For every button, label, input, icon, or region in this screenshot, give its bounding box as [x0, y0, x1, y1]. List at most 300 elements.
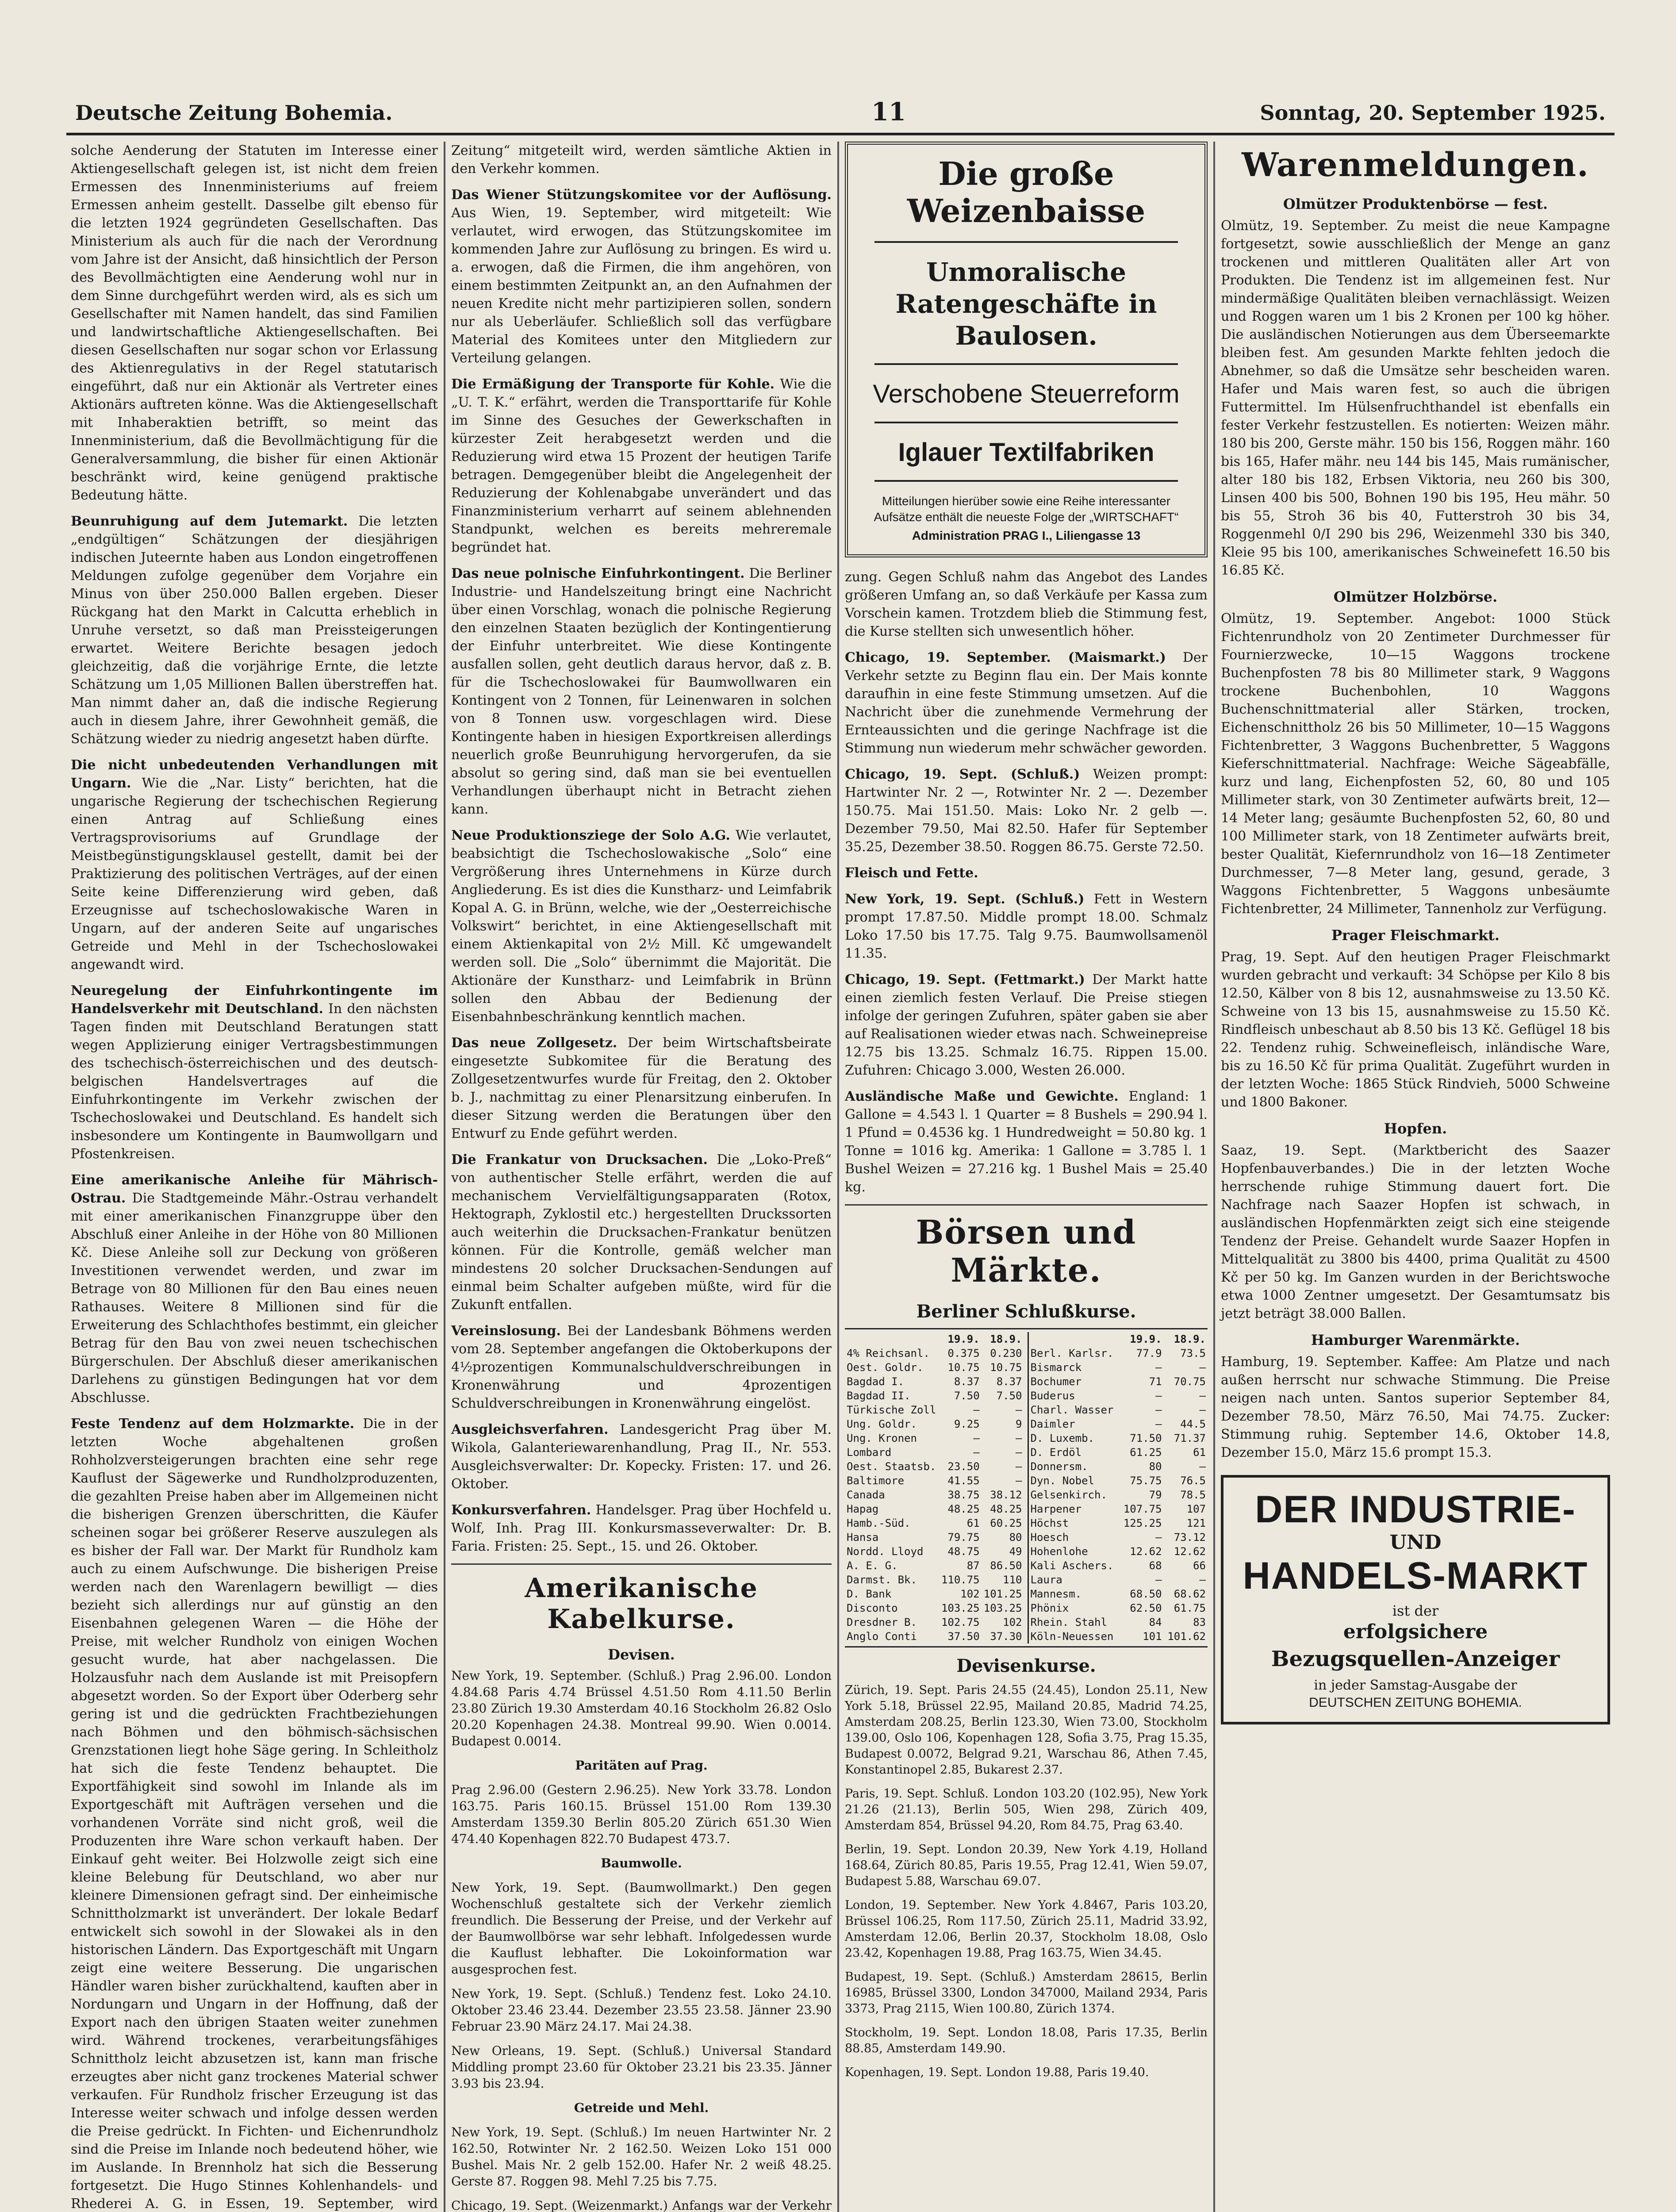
- article-headline: Die Frankatur von Drucksachen.: [451, 1152, 708, 1167]
- article: [845, 971, 1208, 1079]
- table-row: [1029, 1375, 1208, 1389]
- stock-price: —: [1199, 1404, 1206, 1416]
- stock-name: D. Bank: [847, 1588, 892, 1600]
- ad-address: Administration PRAG I., Liliengasse 13: [912, 529, 1141, 542]
- table-row: [845, 1417, 1024, 1431]
- stock-price: 86.50: [990, 1559, 1022, 1572]
- stock-price: 48.25: [990, 1503, 1022, 1515]
- stock-name: Dyn. Nobel: [1030, 1475, 1094, 1487]
- stock-name: Anglo Conti: [847, 1630, 917, 1643]
- table-row: [845, 1346, 1024, 1360]
- article-body: Wie verlautet, beabsichtigt die Tschechoslowakische „Solo“ eine Vergrößerung ihres Unternehmens in Kürze durch Angliederung. Es ist dies die Kunstharz- und Leimfabrik Kopal A. G. in Brünn, welche, wie der „Oesterreichische Volkswirt“ berichtet, in eine Aktiengesellschaft mit einem Aktienkapital von 2½ Mill. Kč umgewandelt werden soll. Die „Solo“ übernimmt die Majorität. Die Aktionäre der Kunstharz- und Leimfabrik in Brünn sollen den Abbau der Bedienung der Eisenbahnbeschränkung kenntlich machen.: [451, 828, 832, 1025]
- table-row: [845, 1389, 1024, 1403]
- stock-price: 121: [1186, 1517, 1206, 1529]
- article-body: Wie die „Nar. Listy“ berichten, hat die ungarische Regierung der tschechischen Regierung einen Antrag auf Schließung eines Vertragsprovisoriums auf Grundlage der Meistbegünstigungsklausel gestellt, damit bei der Praktizierung des politischen Verträges, auf der einen Seite keine Differenzierung wird geben, daß Erzeugnisse auf tschechoslowakische Waren in Ungarn, auf der anderen Seite auf ungarisches Getreide und Mehl in der Tschechoslowakei angewandt wird.: [71, 776, 438, 972]
- stock-price: 0.375: [947, 1347, 980, 1359]
- table-row: [1029, 1417, 1208, 1431]
- table-row: [845, 1431, 1024, 1445]
- stock-name: Charl. Wasser: [1030, 1404, 1114, 1416]
- stock-price: 78.5: [1180, 1489, 1206, 1501]
- stock-name: Nordd. Lloyd: [847, 1545, 924, 1558]
- ad-headline-ratengeschaefte: Unmoralische Ratengeschäfte in Baulosen.: [895, 257, 1157, 351]
- stock-name: Hohenlohe: [1030, 1545, 1088, 1558]
- stock-price: 107.75: [1123, 1503, 1162, 1515]
- article-body: Handelsger. Prag über Hochfeld u. Wolf, Inh. Prag III. Konkursmasseverwalter: Dr. B. Faria. Fristen: 25. Sept., 15. und 26. Oktober.: [451, 1502, 832, 1554]
- stock-price: 103.25: [941, 1602, 980, 1614]
- article-headline: Das neue Zollgesetz.: [451, 1035, 617, 1051]
- stock-price: 110: [1003, 1574, 1022, 1586]
- article: [451, 826, 832, 1026]
- article: [845, 765, 1208, 856]
- stock-price: 12.62: [1174, 1545, 1206, 1558]
- table-row: [845, 1403, 1024, 1417]
- divider: [451, 1563, 832, 1565]
- market-section-title: Hamburger Warenmärkte.: [1311, 1332, 1520, 1348]
- article-body: Der Verkehr setzte zu Beginn flau ein. Der Mais konnte daraufhin in eine feste Stimmung umsetzen. Auf die Nachricht über die zunehmende Vermehrung der Ernteaussichten und die geringe Nachfrage ist die Stimmung nun wiederum mehr schwächer geworden.: [845, 650, 1208, 756]
- article-headline: Beunruhigung auf dem Jutemarkt.: [71, 514, 348, 529]
- column-1: [71, 142, 438, 2212]
- berlin-close-title: Berliner Schlußkurse.: [916, 1301, 1136, 1322]
- stock-name: A. E. G.: [847, 1559, 898, 1572]
- stock-name: Berl. Karlsr.: [1030, 1347, 1114, 1359]
- stock-price: 101.25: [983, 1588, 1022, 1600]
- stock-price: 38.12: [990, 1489, 1022, 1501]
- stock-name: Buderus: [1030, 1390, 1075, 1402]
- berlin-close-table: [845, 1328, 1208, 1647]
- table-row: [845, 1601, 1024, 1615]
- cable-rate-block: New York, 19. Sept. (Schluß.) Im neuen Hartwinter Nr. 2 162.50, Rotwinter Nr. 2 162.50. Weizen Loko 151 000 Bushel. Mais Nr. 2 gelb 152.00. Hafer Nr. 2 weiß 48.25. Gerste 87. Roggen 98. Mehl 7.25 bis 7.75.: [451, 2125, 832, 2189]
- stock-price: 83: [1193, 1616, 1206, 1628]
- article: [845, 1087, 1208, 1196]
- article-body: Die in der letzten Woche abgehaltenen großen Rohholzversteigerungen brachten eine sehr rege Kauflust der Sägewerke und Rundholzproduzenten, die gezahlten Preise haben aber im Allgemeinen nicht die bisherigen Grenzen überschritten, die Käufer scheinen sogar bei größerer Reserve auszulegen als es bisher der Fall war. Der Markt für Rundholz kam auch zu einem Aufschwunge. Die bisherigen Preise werden nach den Warenlagern bewilligt — dies bezieht sich allerdings nur auf günstig an den Eisenbahnen gelegenen Waren — die Höhe der Preise, mit welcher Rundholz von einigen Wochen gesucht wurde, hat aber nachgelassen. Die Holzausfuhr nach dem Auslande ist mit Preisopfern abgesetzt worden. So der Export über Oderberg sehr gering ist und die gedrückten Frachtbeziehungen nach Böhmen und den böhmisch-sächsischen Grenzstationen liegt hohe Säge gering. In Schleitholz hat sich die feste Tendenz behauptet. Die Exportfähigkeit sind sowohl im Inlande als im Exportgeschäft mit Aufträgen versehen und die vorhandenen Vorräte sind nicht groß, weil die Produzenten ihre Ware schon verkauft haben. Der Einkauf geht weiter. Bei Holzwolle zeigt sich eine kleine Belebung für Deutschland, wo aber nur kleinere Dimensionen gefragt sind. Der einheimische Schnittholzmarkt ist unverändert. Der lokale Bedarf entwickelt sich sowohl in der Slowakei als in den historischen Ländern. Das Exportgeschäft mit Ungarn zeigt eine weitere Besserung. Die ungarischen Händler waren bisher zurückhaltend, kauften aber in Nordungarn und Ungarn in der Hoffnung, daß der Export nach den übrigen Staaten weiter zunehmen wird. Während trockenes, verarbeitungsfähiges Schnittholz leicht abzusetzen ist, kann man frische erzeugtes aber nicht ganz trockenes Material schwer verkaufen. Für Rundholz frischer Erzeugung ist das Interesse weiter schwach und infolge dessen werden die Preise gedrückt. In Fichten- und Eichenrundholz sind die Preise im Inlande noch bedeutend höher, wie im Auslande. In Brennholz hat sich die Besserung fortgesetzt. Die Hugo Stinnes Kohlenhandels- und Rhederei A. G. in Essen, 19. September, wird: [71, 1416, 438, 2212]
- stock-price: 110.75: [941, 1574, 980, 1586]
- article-body: In den nächsten Tagen finden mit Deutschland Beratungen statt wegen Applizierung einiger Vertragsbestimmungen des tschechisch-österreichischen und des deutsch-belgischen Handelsvertrages auf die Einfuhrkontingente im Verkehr zwischen der Tschechoslowakei und Deutschland. Es handelt sich insbesondere um Kontingente in Baumwollgarn und Pfostenkreisen.: [71, 1001, 438, 1162]
- article-body: Landesgericht Prag über M. Wikola, Galanteriewarenhandlung, Prag II., Nr. 553. Ausgleichsverwalter: Dr. Kopecky. Fristen: 17. und 26. Oktober.: [451, 1422, 832, 1492]
- article: [845, 568, 1208, 641]
- exchange-rate-block: Zürich, 19. Sept. Paris 24.55 (24.45), London 25.11, New York 5.18, Brüssel 22.95, Mailand 20.85, Madrid 74.25, Amsterdam 208.25, Berlin 123.30, Wien 73.00, Stockholm 139.00, Oslo 106, Kopenhagen 128, Sofia 3.75, Prag 15.35, Budapest 0.0072, Belgrad 9.21, Warschau 86, Athen 7.45, Konstantinopel 2.85, Bukarest 2.37.: [845, 1683, 1208, 1777]
- stock-name: Kali Aschers.: [1030, 1559, 1114, 1572]
- table-row: [845, 1615, 1024, 1629]
- stock-name: Bochumer: [1030, 1375, 1082, 1388]
- stock-price: 61: [966, 1517, 980, 1529]
- article-body: Die „Loko-Preß“ von authentischer Stelle erfährt, werden die auf mechanischem Vervielfältigungsapparaten (Rotox, Hektograph, Zyklostil etc.) hergestellten Druckssorten auch weiterhin die Drucksachen-Frankatur benützen können. Für die Kontrolle, gemäß welcher man mindestens 20 solcher Drucksachen-Sendungen auf einmal beim Schalter aufgeben müßte, wird für die Zukunft entfallen.: [451, 1152, 832, 1313]
- table-row: [845, 1559, 1024, 1573]
- stock-price: 125.25: [1123, 1517, 1162, 1529]
- market-report: Prag, 19. Sept. Auf den heutigen Prager Fleischmarkt wurden gebracht und verkauft: 34 Schöpse per Kilo 8 bis 12.50, Kälber von 8 bis 12, ausnahmsweise zu 13.50 Kč. Schweine von 13 bis 15, ausnahmsweise zu 15.50 Kč. Rindfleisch unbeschaut ab 8.50 bis 13 Kč. Geflügel 18 bis 22. Tendenz ruhig. Schweinefleisch, inländische Ware, bis zu 16.50 Kč für prima Qualität. Zugeführt wurden in der letzten Woche: 1865 Stück Rindvieh, 5000 Schweine und 1800 Bakoner.: [1221, 949, 1610, 1110]
- ad-line-erfolgsichere: erfolgsichere: [1343, 1621, 1488, 1643]
- table-row: [1029, 1559, 1208, 1573]
- industrie-handelsmarkt-advertisement: [1221, 1475, 1610, 1724]
- stock-name: D. Luxemb.: [1030, 1432, 1094, 1444]
- stock-price: 7.50: [996, 1390, 1022, 1402]
- table-row: [845, 1573, 1024, 1587]
- market-report: Olmütz, 19. September. Zu meist die neue Kampagne fortgesetzt, sowie ausschließlich der Menge an ganz trockenen und mittleren Qualitäten aller Art von Produkten. Die Tendenz ist im allgemeinen fest. Nur mindermäßige Qualitäten bleiben vernachlässigt. Weizen und Roggen waren um 1 bis 2 Kronen per 100 kg höher. Die ausländischen Notierungen aus dem Überseemarkte bleiben fest. Am gesunden Markte fehlten jedoch die Abnehmer, so daß die Umsätze sehr bescheiden waren. Hafer und Mais waren fest, so auch die übrigen Futtermittel. Im Hülsenfruchthandel ist ebenfalls ein fester Verkehr festzustellen. Es notierten: Weizen mähr. 180 bis 200, Gerste mähr. 150 bis 156, Roggen mähr. 160 bis 165, Hafer mähr. neu 144 bis 145, Mais rumänischer, alter 180 bis 182, Erbsen Viktoria, neu 260 bis 300, Linsen 400 bis 500, Bohnen 190 bis 195, Heu mähr. 50 bis 55, Stroh 36 bis 40, Futterstroh 30 bis 34, Roggenmehl 0/I 290 bis 296, Weizenmehl 330 bis 340, Kleie 95 bis 100, amerikanisches Schweinefett 16.50 bis 16.85 Kč.: [1221, 218, 1610, 578]
- ad-headline-weizenbaisse: Die große Weizenbaisse: [907, 155, 1146, 230]
- column-rule: [1213, 142, 1215, 2212]
- article: [451, 186, 832, 367]
- table-row: [1029, 1530, 1208, 1544]
- stock-price: 37.30: [990, 1630, 1022, 1643]
- stock-price: 9.25: [954, 1418, 980, 1430]
- cable-rate-block: Paritäten auf Prag.: [575, 1758, 708, 1773]
- table-header: [1029, 1332, 1120, 1346]
- table-row: [1029, 1587, 1208, 1601]
- stock-price: —: [1155, 1531, 1162, 1544]
- table-row: [1029, 1502, 1208, 1516]
- article: [845, 890, 1208, 963]
- stock-price: 75.75: [1130, 1475, 1162, 1487]
- market-section-title: Prager Fleischmarkt.: [1331, 927, 1500, 944]
- stock-price: 8.37: [996, 1375, 1022, 1388]
- article-body: England: 1 Gallone = 4.543 l. 1 Quarter = 8 Bushels = 290.94 l. 1 Pfund = 0.4536 kg. 1 Hundredweight = 50.80 kg. 1 Tonne = 1016 kg. Amerika: 1 Gallone = 3.785 l. 1 Bushel Weizen = 27.216 kg. 1 Bushel Mais = 25.40 kg.: [845, 1089, 1208, 1195]
- stock-price: 71.37: [1174, 1432, 1206, 1444]
- table-row: [845, 1375, 1024, 1389]
- article-headline: Die Ermäßigung der Transporte für Kohle.: [451, 376, 775, 392]
- article: [71, 1171, 438, 1407]
- stock-price: —: [1199, 1460, 1206, 1473]
- article-body: Die Berliner Industrie- und Handelszeitung bringt eine Nachricht über einen Vorschlag, wonach die polnische Regierung den einzelnen Staaten bezüglich der Kontingentierung der Einfuhr unterbreitet. Wie diese Kontingente ausfallen sollen, geht deutlich daraus hervor, daß z. B. für die Tschechoslowakei für Baumwollwaren ein Kontingent von 2 Tonnen, für Leinenwaren in solchen von 8 Tonnen usw. vorgeschlagen wird. Diese Kontingente haben in hiesigen Exportkreisen allerdings neuerlich große Beunruhigung hervorgerufen, da sie absolut so gering sind, daß man sie bei eventuellen Verhandlungen überhaupt nicht in Betracht ziehen kann.: [451, 566, 832, 817]
- stock-price: 107: [1186, 1503, 1206, 1515]
- stock-name: Hapag: [847, 1503, 879, 1515]
- stock-name: Rhein. Stahl: [1030, 1616, 1107, 1628]
- article: [451, 142, 832, 178]
- table-row: [1029, 1488, 1208, 1502]
- article: [71, 1415, 438, 2212]
- cable-rates-title: Amerikanische Kabelkurse.: [525, 1573, 758, 1635]
- divider: [874, 241, 1178, 243]
- table-header: [845, 1332, 939, 1346]
- stock-name: Daimler: [1030, 1418, 1075, 1430]
- stock-name: Darmst. Bk.: [847, 1574, 917, 1586]
- table-row: [845, 1544, 1024, 1559]
- article-headline: Eine amerikanische Anleihe für Mährisch-Ostrau.: [71, 1172, 438, 1206]
- exchange-rate-block: London, 19. September. New York 4.8467, Paris 103.20, Brüssel 106.25, Rom 117.50, Zürich 25.11, Madrid 33.92, Amsterdam 12.06, Berlin 20.37, Stockholm 18.08, Oslo 23.42, Kopenhagen 19.88, Prag 163.75, Wien 34.45.: [845, 1898, 1208, 1960]
- article-headline: Chicago, 19. September. (Maismarkt.): [845, 650, 1166, 665]
- paper-name: Deutsche Zeitung Bohemia.: [75, 101, 393, 125]
- stock-price: 48.25: [947, 1503, 980, 1515]
- cable-rates-subtitle: Devisen.: [608, 1646, 675, 1663]
- article: [71, 142, 438, 504]
- market-report: Saaz, 19. Sept. (Marktbericht des Saazer Hopfenbauverbandes.) Die in der letzten Woche herrschende ruhige Stimmung dauert fort. Die Nachfrage nach Saazer Hopfen ist schwach, in ausländischen Hopfenmärkten zeigt sich eine steigende Tendenz der Preise. Gehandelt wurde Saazer Hopfen in Mittelqualität zu 3800 bis 4400, prima Qualität zu 4500 Kč per 50 kg. Im Ganzen wurden in der Berichtswoche etwa 1000 Zentner umgesetzt. Der Gesamtumsatz bis jetzt beträgt 38.000 Ballen.: [1221, 1143, 1610, 1321]
- article-body: Der beim Wirtschaftsbeirate eingesetzte Subkomitee für die Beratung des Zollgesetzentwurfes wurde für Freitag, den 2. Oktober b. J., nachmittag zu einer Plenarsitzung einberufen. In dieser Sitzung werden die Beratungen über den Entwurf zu Ende geführt werden.: [451, 1035, 832, 1141]
- stock-name: Dresdner B.: [847, 1616, 917, 1628]
- stock-price: 79: [1149, 1489, 1162, 1501]
- article-body: Weizen prompt: Hartwinter Nr. 2 —, Rotwinter Nr. 2 —. Dezember 150.75. Mai 151.50. Mais: Loko Nr. 2 gelb —. Dezember 79.50, Mai 82.50. Hafer für September 35.25, Dezember 38.50. Roggen 86.75. Gerste 72.50.: [845, 767, 1208, 855]
- article-headline: Ausländische Maße und Gewichte.: [845, 1089, 1119, 1104]
- article: [451, 1322, 832, 1413]
- table-row: [1029, 1629, 1208, 1644]
- stock-name: Donnersm.: [1030, 1460, 1088, 1473]
- stock-name: Hoesch: [1030, 1531, 1069, 1544]
- stock-name: Köln-Neuessen: [1030, 1630, 1114, 1643]
- stock-price: 0.230: [990, 1347, 1022, 1359]
- stock-price: —: [1199, 1574, 1206, 1586]
- article: [71, 756, 438, 974]
- ad-line-industrie: DER INDUSTRIE-: [1255, 1488, 1576, 1531]
- table-row: [845, 1587, 1024, 1601]
- article: [451, 375, 832, 557]
- column-rule: [837, 142, 839, 2212]
- table-row: [845, 1516, 1024, 1530]
- cable-rate-block: Prag 2.96.00 (Gestern 2.96.25). New York 33.78. London 163.75. Paris 160.15. Brüssel 151.00 Rom 139.30 Amsterdam 1359.30 Berlin 805.20 Zürich 651.30 Wien 474.40 Kopenhagen 822.70 Budapest 473.7.: [451, 1782, 832, 1846]
- stock-price: —: [973, 1404, 980, 1416]
- stock-name: Gelsenkirch.: [1030, 1489, 1107, 1501]
- stock-price: 10.75: [947, 1361, 980, 1374]
- table-row: [1029, 1346, 1208, 1360]
- stock-price: 102: [1003, 1616, 1022, 1628]
- stock-price: 102.75: [941, 1616, 980, 1628]
- divider: [874, 480, 1178, 482]
- cable-rate-block: Getreide und Mehl.: [574, 2101, 709, 2115]
- market-section-title: Hopfen.: [1384, 1120, 1447, 1137]
- table-row: [845, 1502, 1024, 1516]
- divider: [874, 422, 1178, 423]
- stock-price: 101.62: [1167, 1630, 1206, 1643]
- article: [451, 1034, 832, 1143]
- article-headline: Vereinslosung.: [451, 1323, 561, 1339]
- stock-price: 71: [1149, 1375, 1162, 1388]
- stock-price: —: [1155, 1390, 1162, 1402]
- table-row: [1029, 1445, 1208, 1459]
- stock-name: Bismarck: [1030, 1361, 1082, 1374]
- stock-price: 102: [960, 1588, 980, 1600]
- stock-price: 77.9: [1136, 1347, 1162, 1359]
- article-body: Die letzten „endgültigen“ Schätzungen der diesjährigen indischen Juteernte haben aus London eingetroffenen Meldungen zufolge gegenüber dem Vorjahre ein Minus von über 250.000 Ballen ergeben. Dieser Rückgang hat den Markt in Calcutta erheblich in Unruhe versetzt, so daß man Preissteigerungen erwartet. Weitere Berichte besagen jedoch gleichzeitig, daß die vorjährige Ernte, die letzte Schätzung um 1,05 Millionen Ballen überstreffen hat. Man nimmt daher an, daß die indische Regierung auch in diesem Jahre, ihrer Gewohnheit gemäß, die Schätzung wieder zu niedrig angesetzt haben dürfte.: [71, 514, 438, 747]
- market-section-title: Olmützer Produktenbörse — fest.: [1283, 196, 1548, 212]
- stock-price: 80: [1009, 1531, 1022, 1544]
- article-headline: Ausgleichsverfahren.: [451, 1422, 609, 1437]
- stock-name: Ung. Goldr.: [847, 1418, 917, 1430]
- stock-price: 87: [966, 1559, 980, 1572]
- stock-price: 38.75: [947, 1489, 980, 1501]
- article-headline: Konkursverfahren.: [451, 1502, 591, 1518]
- ad-line-anzeiger: Bezugsquellen-Anzeiger: [1271, 1647, 1560, 1671]
- stock-name: Hamb.-Süd.: [847, 1517, 911, 1529]
- ad-line-ist-der: ist der: [1392, 1602, 1439, 1619]
- article: [451, 1501, 832, 1555]
- article-body: solche Aenderung der Statuten im Interesse einer Aktiengesellschaft gelegen ist, ist nicht dem freien Ermessen des Innenministeriums auf freiem Ermessen anheim gestellt. Dasselbe gilt ebenso für die letzten 1924 gegründeten Gesellschaften. Das Ministerium als auch für die nach der Verordnung vom Jahre ist der Ansicht, daß hinsichtlich der Person des Bevollmächtigten eine Aenderung wohl nur in dem Sinne durchgeführt werden wird, als es sich um Gesellschafter mit Namen handelt, das sind Familien und landwirtschaftliche Aktiengesellschaften. Bei diesen Gesellschaften nur sogar schon vor Erlassung des Aktienregulativs in der Regel statutarisch eingeführt, daß nur ein Aktionär als Vertreter eines Aktionärs auftreten könne. Was die Aktiengesellschaft mit Inhaberaktien betrifft, so meint das Innenministerium, daß die Bevollmächtigung für die Generalversammlung, die bisher für einen Aktionär beschränkt wird, keine genügend praktische Bedeutung hätte.: [71, 143, 438, 503]
- table-row: [1029, 1601, 1208, 1615]
- table-row: [1029, 1516, 1208, 1530]
- stock-name: Bagdad I.: [847, 1375, 905, 1388]
- article: [71, 512, 438, 748]
- stock-name: Lombard: [847, 1446, 892, 1459]
- table-row: [1029, 1403, 1208, 1417]
- stock-name: Oest. Goldr.: [847, 1361, 924, 1374]
- stock-price: —: [1016, 1446, 1022, 1459]
- article-headline: Neue Produktionsziege der Solo A.G.: [451, 828, 730, 843]
- stock-price: 80: [1149, 1460, 1162, 1473]
- column-3: [845, 142, 1208, 2089]
- exchange-rate-block: Paris, 19. Sept. Schluß. London 103.20 (102.95), New York 21.26 (21.13), Berlin 505, Wien 298, Zürich 409, Amsterdam 854, Brüssel 94.20, Rom 84.75, Prag 63.40.: [845, 1787, 1208, 1832]
- table-row: [1029, 1389, 1208, 1403]
- article-body: Fett in Western prompt 17.87.50. Middle prompt 18.00. Schmalz Loko 17.50 bis 17.75. Talg 9.75. Baumwollsamenöl 11.35.: [845, 891, 1208, 961]
- article-body: zung. Gegen Schluß nahm das Angebot des Landes größeren Umfang an, so daß Verkäufe per Kassa zum Vorschein kamen. Trotzdem blieb die Stimmung fest, die Kurse stellten sich unwesentlich höher.: [845, 569, 1208, 639]
- table-row: [845, 1488, 1024, 1502]
- article-headline: Das neue polnische Einfuhrkontingent.: [451, 566, 745, 581]
- stock-price: —: [1155, 1404, 1162, 1416]
- stock-name: Baltimore: [847, 1475, 905, 1487]
- article-body: Der Markt hatte einen ziemlich festen Verlauf. Die Preise stiegen infolge der geringen Zufuhren, später gaben sie aber auf Realisationen wieder etwas nach. Schweinepreise 12.75 bis 13.25. Schmalz 16.75. Rippen 15.00. Zufuhren: Chicago 3.000, Westen 26.000.: [845, 972, 1208, 1078]
- stock-name: D. Erdöl: [1030, 1446, 1082, 1459]
- table-row: [1029, 1431, 1208, 1445]
- stock-name: 4% Reichsanl.: [847, 1347, 930, 1359]
- stock-price: 60.25: [990, 1517, 1022, 1529]
- stock-price: —: [1155, 1574, 1162, 1586]
- stock-price: —: [1155, 1418, 1162, 1430]
- table-row: [845, 1459, 1024, 1474]
- article-headline: Fleisch und Fette.: [845, 865, 978, 881]
- ad-line-und: UND: [1389, 1531, 1442, 1554]
- article: [845, 864, 1208, 882]
- stock-price: 76.5: [1180, 1475, 1206, 1487]
- exchange-rate-block: Stockholm, 19. Sept. London 18.08, Paris 17.35, Berlin 88.85, Amsterdam 149.90.: [845, 2026, 1208, 2055]
- stock-price: 66: [1193, 1559, 1206, 1572]
- stock-price: 41.55: [947, 1475, 980, 1487]
- article: [845, 649, 1208, 757]
- column-4: [1221, 142, 1610, 1724]
- stock-name: Laura: [1030, 1574, 1062, 1586]
- stock-name: Phönix: [1030, 1602, 1069, 1614]
- stock-price: 73.12: [1174, 1531, 1206, 1544]
- article: [71, 982, 438, 1163]
- cable-rate-block: New York, 19. Sept. (Baumwollmarkt.) Den gegen Wochenschluß gestaltete sich der Verkehr ziemlich freundlich. Die Besserung der Preise, und der Verkehr auf der Baumwollbörse war sehr lebhaft. Infolgedessen wurde die Kauflust lebhafter. Die Lokoinformation war ausgesprochen fest.: [451, 1880, 832, 1977]
- stock-price: 48.75: [947, 1545, 980, 1558]
- stock-price: 7.50: [954, 1390, 980, 1402]
- table-header: 19.9.: [1130, 1333, 1162, 1345]
- page-number: 11: [871, 97, 906, 127]
- cable-rate-block: New Orleans, 19. Sept. (Schluß.) Universal Standard Middling prompt 23.60 für Oktober 23.21 bis 23.35. Jänner 3.93 bis 23.94.: [451, 2043, 832, 2091]
- stock-price: —: [1016, 1404, 1022, 1416]
- stock-name: Türkische Zoll: [847, 1404, 936, 1416]
- divider: [845, 1204, 1208, 1206]
- table-row: [1029, 1459, 1208, 1474]
- article-body: Zeitung“ mitgeteilt wird, werden sämtliche Aktien in den Verkehr kommen.: [451, 143, 832, 177]
- stock-price: 101: [1143, 1630, 1162, 1643]
- stock-price: 61.25: [1130, 1446, 1162, 1459]
- stock-name: Höchst: [1030, 1517, 1069, 1529]
- table-row: [1029, 1573, 1208, 1587]
- stock-price: —: [1199, 1390, 1206, 1402]
- stock-price: 68.62: [1174, 1588, 1206, 1600]
- table-row: [1029, 1544, 1208, 1559]
- table-row: [845, 1445, 1024, 1459]
- stock-name: Disconto: [847, 1602, 898, 1614]
- exchange-rate-block: Budapest, 19. Sept. (Schluß.) Amsterdam 28615, Berlin 16985, Brüssel 3300, London 347000, Mailand 2934, Paris 3373, Prag 2115, Wien 100.80, Zürich 1374.: [845, 1970, 1208, 2016]
- ad-note: Mitteilungen hierüber sowie eine Reihe interessanter Aufsätze enthält die neueste Folge der „WIRTSCHAFT“: [874, 494, 1179, 524]
- table-row: [1029, 1615, 1208, 1629]
- stock-price: 8.37: [954, 1375, 980, 1388]
- article-headline: Das Wiener Stützungskomitee vor der Auflösung.: [451, 187, 832, 203]
- stock-price: 103.25: [983, 1602, 1022, 1614]
- boerse-title: Börsen und Märkte.: [916, 1214, 1137, 1290]
- table-row: [845, 1474, 1024, 1488]
- cable-rate-block: Baumwolle.: [601, 1856, 682, 1870]
- table-header: 19.9.: [947, 1333, 980, 1345]
- market-report: Olmütz, 19. September. Angebot: 1000 Stück Fichtenrundholz von 20 Zentimeter Durchmesser für Fournierzwecke, 10—15 Waggons trockene Buchenpfosten 78 bis 80 Millimeter stark, 9 Waggons trockene Buchenbohlen, 10 Waggons Buchenschnittmaterial aller Stärken, trocken, Eichenschnittholz 26 bis 50 Millimeter, 10—15 Waggons Fichtenbretter, 3 Waggons Buchenbretter, 5 Waggons Kieferschnittmaterial. Nachfrage: Weiche Sägeabfälle, kurz und lang, Eichenpfosten 52, 60, 80 und 105 Millimeter stark, von 30 Zentimeter aufwärts breit, 12—14 Meter lang; gesäumte Buchenpfosten 52, 60, 80 und 100 Millimeter stark, von 18 Zentimeter aufwärts breit, bester Qualität, Kiefernrundholz von 16—18 Zentimeter Durchmesser, 7—8 Meter lang, gesund, gerade, 3 Waggons Fichtenbretter, 5 Waggons unbesäumte Fichtenbretter, 24 Millimeter, Tannenholz zur Verfügung.: [1221, 611, 1610, 917]
- stock-price: 70.75: [1174, 1375, 1206, 1388]
- stock-price: —: [1199, 1361, 1206, 1374]
- article-body: Die Stadtgemeinde Mähr.-Ostrau verhandelt mit einer amerikanischen Finanzgruppe über den Abschluß einer Anleihe in der Höhe von 80 Millionen Kč. Diese Anleihe soll zur Deckung von größeren Investitionen verwendet werden, und zwar im Betrage von 80 Millionen für den Bau eines neuen Rathauses. Weitere 8 Millionen sind für die Erweiterung des Schlachthofes bestimmt, ein gleicher Betrag für den Bau von zwei neuen tschechischen Bürgerschulen. Der Abschluß dieser amerikanischen Darlehens zu günstigen Bedingungen hat vor dem Abschlusse.: [71, 1190, 438, 1406]
- exchange-rate-block: Kopenhagen, 19. Sept. London 19.88, Paris 19.40.: [845, 2066, 1149, 2079]
- article-headline: Neuregelung der Einfuhrkontingente im Handelsverkehr mit Deutschland.: [71, 983, 438, 1017]
- stock-name: Hansa: [847, 1531, 879, 1544]
- issue-date: Sonntag, 20. September 1925.: [1260, 101, 1606, 125]
- stock-price: —: [1155, 1361, 1162, 1374]
- table-header: 18.9.: [1174, 1333, 1206, 1345]
- stock-price: 71.50: [1130, 1432, 1162, 1444]
- stock-price: 12.62: [1130, 1545, 1162, 1558]
- stock-price: 68.50: [1130, 1588, 1162, 1600]
- warenmeldungen-title: Warenmeldungen.: [1242, 146, 1589, 184]
- stock-price: 84: [1149, 1616, 1162, 1628]
- divider: [874, 363, 1178, 365]
- ad-headline-textilfabriken: Iglauer Textilfabriken: [898, 438, 1154, 467]
- article: [451, 1421, 832, 1493]
- stock-price: 44.5: [1180, 1418, 1206, 1430]
- table-row: [1029, 1360, 1208, 1375]
- stock-price: 10.75: [990, 1361, 1022, 1374]
- stock-name: Mannesm.: [1030, 1588, 1082, 1600]
- article: [451, 565, 832, 818]
- article-headline: New York, 19. Sept. (Schluß.): [845, 891, 1085, 907]
- column-2: [451, 142, 832, 2212]
- exchange-rate-block: Berlin, 19. Sept. London 20.39, New York 4.19, Holland 168.64, Zürich 80.85, Paris 19.55, Prag 12.41, Wien 59.07, Budapest 5.88, Warschau 69.07.: [845, 1843, 1208, 1888]
- stock-price: 61: [1193, 1446, 1206, 1459]
- stock-price: 23.50: [947, 1460, 980, 1473]
- stock-name: Bagdad II.: [847, 1390, 911, 1402]
- stock-price: 37.50: [947, 1630, 980, 1643]
- market-report: Hamburg, 19. September. Kaffee: Am Platze und nach außen herrscht nur schwache Stimmung. Die Preise neigen nach unten. Santos superior September 84, Dezember 78.50, März 76.50, Mai 74.75. Zucker: Stimmung ruhig. September 14.6, Oktober 14.8, Dezember 15.0, März 15.6 prompt 15.3.: [1221, 1354, 1610, 1460]
- stock-price: 49: [1009, 1545, 1022, 1558]
- table-row: [845, 1530, 1024, 1544]
- table-header: 18.9.: [990, 1333, 1022, 1345]
- stock-price: —: [1016, 1460, 1022, 1473]
- stock-price: —: [973, 1446, 980, 1459]
- stock-name: Ung. Kronen: [847, 1432, 917, 1444]
- table-row: [845, 1360, 1024, 1375]
- article-body: Aus Wien, 19. September, wird mitgeteilt: Wie verlautet, wird erwogen, das Stützungskomitee im kommenden Jahre zur Auflösung zu bringen. Es wird u. a. erwogen, daß die Firmen, die ihm angehören, von einem bestimmten Zeitpunkt an, an den Aufnahmen der neuen Kredite nicht mehr partizipieren sollen, sondern nur als Ueberläufer. Schließlich soll das verfügbare Material des Komitees unter den Mitgliedern zur Verteilung gelangen.: [451, 205, 832, 366]
- stock-price: —: [1016, 1432, 1022, 1444]
- table-row: [1029, 1474, 1208, 1488]
- article-body: Bei der Landesbank Böhmens werden vom 28. September angefangen die Oktoberkupons der 4½prozentigen Kommunalschuldverschreibungen in Kronenwährung und 4prozentigen Schuldverschreibungen in Kronenwährung eingelöst.: [451, 1323, 832, 1411]
- stock-price: 79.75: [947, 1531, 980, 1544]
- wirtschaft-advertisement: [845, 142, 1208, 557]
- stock-name: Harpener: [1030, 1503, 1082, 1515]
- stock-price: 73.5: [1180, 1347, 1206, 1359]
- stock-price: —: [1016, 1475, 1022, 1487]
- stock-name: Oest. Staatsb.: [847, 1460, 936, 1473]
- article-headline: Die nicht unbedeutenden Verhandlungen mit Ungarn.: [71, 757, 438, 791]
- ad-line-handelsmarkt: HANDELS-MARKT: [1243, 1555, 1588, 1597]
- devisen-title: Devisenkurse.: [956, 1655, 1096, 1676]
- table-row: [845, 1629, 1024, 1644]
- stock-price: 61.75: [1174, 1602, 1206, 1614]
- article-headline: Chicago, 19. Sept. (Schluß.): [845, 767, 1080, 782]
- stock-name: Canada: [847, 1489, 885, 1501]
- ad-line-ausgabe: in jeder Samstag-Ausgabe der: [1314, 1678, 1517, 1693]
- ad-line-zeitung: DEUTSCHEN ZEITUNG BOHEMIA.: [1309, 1695, 1522, 1710]
- stock-price: 62.50: [1130, 1602, 1162, 1614]
- page-header: [66, 93, 1615, 135]
- article-headline: Chicago, 19. Sept. (Fettmarkt.): [845, 972, 1085, 987]
- stock-price: 9: [1016, 1418, 1022, 1430]
- article-headline: Feste Tendenz auf dem Holzmarkte.: [71, 1416, 355, 1432]
- cable-rate-block: Chicago, 19. Sept. (Weizenmarkt.) Anfangs war der Verkehr: [451, 2198, 832, 2212]
- stock-price: 68: [1149, 1559, 1162, 1572]
- stock-price: —: [973, 1432, 980, 1444]
- cable-rate-block: New York, 19. September. (Schluß.) Prag 2.96.00. London 4.84.68 Paris 4.74 Brüssel 4.51.50 Rom 4.11.50 Berlin 23.80 Zürich 19.30 Amsterdam 40.16 Stockholm 26.82 Oslo 20.20 Kopenhagen 24.38. Montreal 99.90. Wien 0.0014. Budapest 0.0014.: [451, 1668, 832, 1748]
